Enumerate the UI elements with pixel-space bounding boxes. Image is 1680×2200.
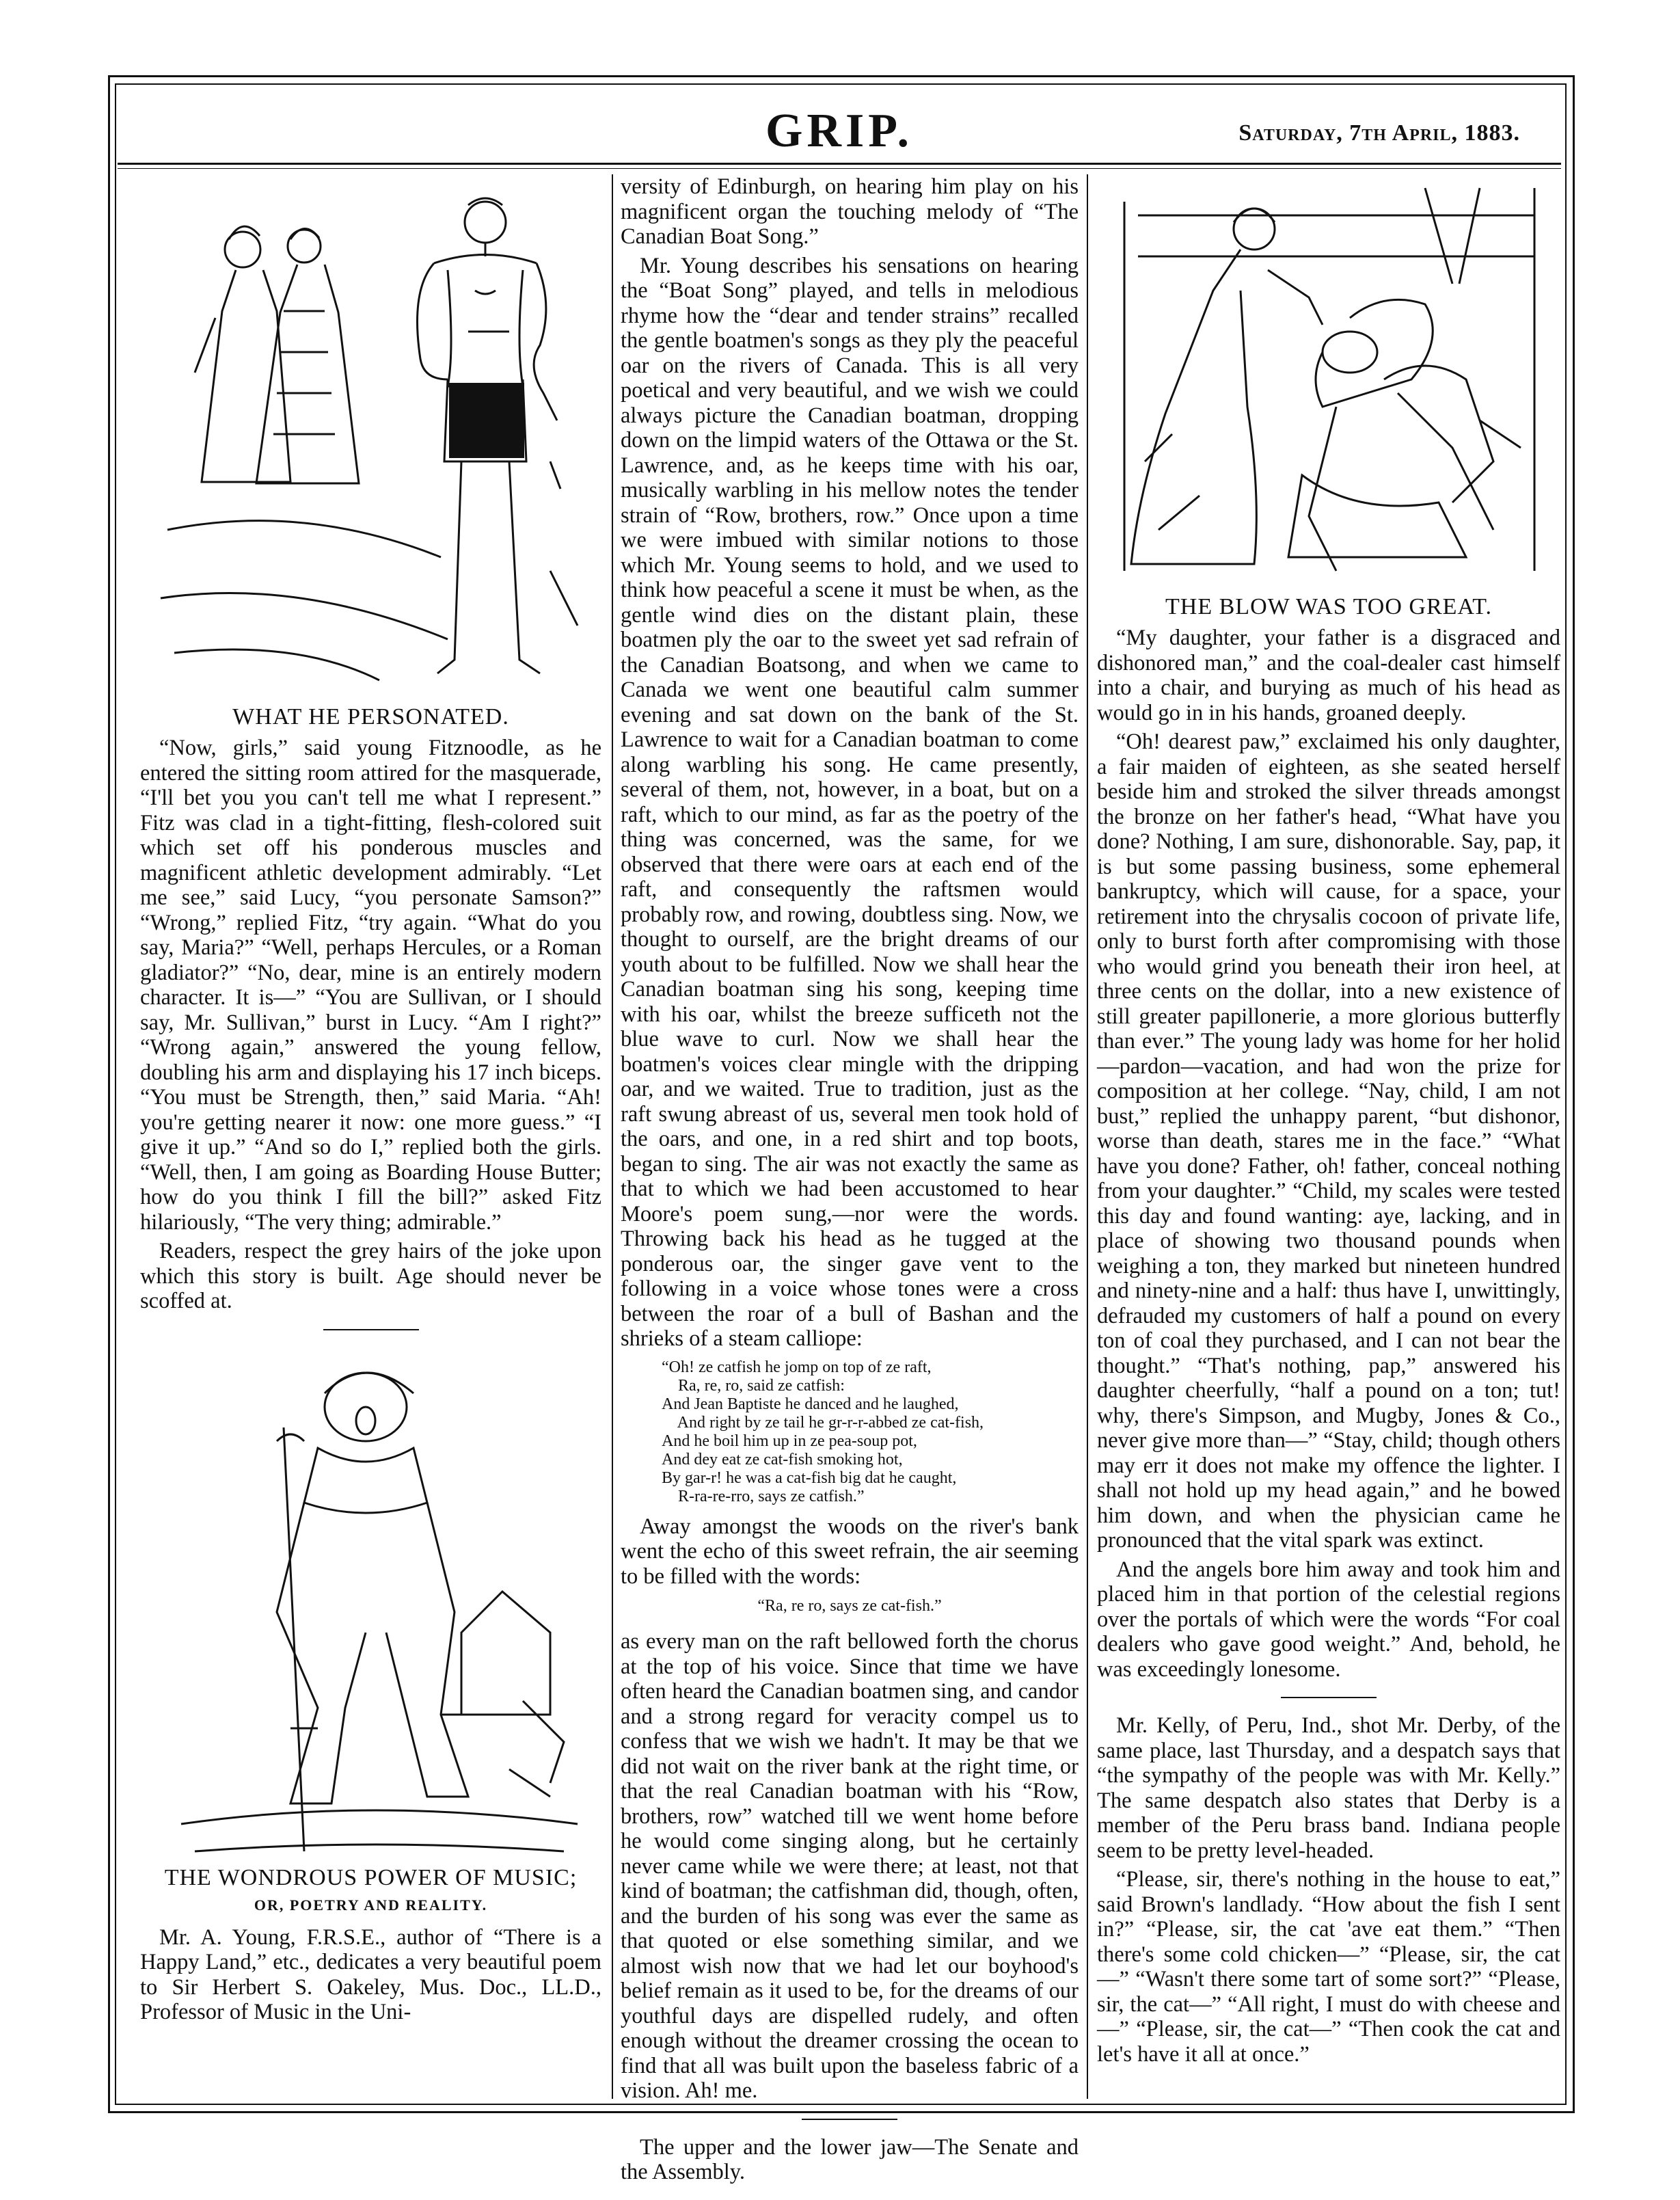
poem-line: By gar-r! he was a cat-fish big dat he caught, [662, 1468, 957, 1487]
poem-line: R-ra-re-rro, says ze catfish.” [662, 1487, 865, 1505]
masthead [118, 103, 1561, 164]
poem-line: “Oh! ze catfish he jomp on top of ze raft, [662, 1358, 932, 1376]
illustration2-caption: THE WONDROUS POWER OF MUSIC; [164, 1864, 578, 1890]
coal-story-paragraph-3: And the angels bore him away and took him and placed him in that portion of the celestial regions over the portals of which were the words “For coal dealers who gave good weight.” And, behold, he was exceedingly lonesome. [1097, 1557, 1560, 1682]
coal-story-paragraph-1: “My daughter, your father is a disgraced and dishonored man,” and the coal-dealer cast himself into a chair, and burying as much of his head as would go in in his hands, groaned deeply. [1097, 626, 1560, 725]
masthead-rule [118, 163, 1561, 165]
illustration-what-he-personated [140, 174, 601, 704]
poem-line: Ra, re, ro, said ze catfish: [662, 1376, 845, 1395]
music-article-paragraph-1: versity of Edinburgh, on hearing him play on his magnificent organ the touching melody of “The Canadian Boat Song.” [621, 174, 1079, 249]
illustration-wondrous-power-of-music [140, 1345, 601, 1865]
column-1 [140, 174, 601, 2029]
column-2 [621, 174, 1079, 2189]
music-article-paragraph-3: Away amongst the woods on the river's bank went the echo of this sweet refrain, the air seeming to be filled with the words: [621, 1514, 1079, 1589]
coal-story-paragraph-2: “Oh! dearest paw,” exclaimed his only daughter, a fair maiden of eighteen, as she seated herself beside him and stroked the silver threads amongst the bronze on her father's head, “What have you done? Nothing, I am sure, dishonorable. Say, pap, it is but some passing business, some ephemeral bankruptcy, which will cause, for a space, your retirement into the chrysalis cocoon of private life, only to burst forth after compromising with those who would grind you beneath their iron heel, at three cents on the dollar, into a new existence of still greater papillonerie, a more glorious butterfly than ever.” The young lady was home for her holid—pardon—vacation, and had won the prize for composition at her college. “Nay, child, I am not bust,” replied the unhappy parent, “but dishonor, worse than death, stares me in the face.” “What have you done? Father, oh! father, conceal nothing from your daughter.” “Child, my scales were tested this day and found wanting: aye, lacking, and in place of showing two thousand pounds when weighing a ton, they marked but nineteen hundred and ninety-nine and a half: thus have I, unwittingly, defrauded my customers of half a pound on every ton of coal they purchased, and I can not bear the thought.” “That's nothing, pap,” answered his daughter cheerfully, “half a pound on a ton; tut! why, there's Simpson, and Mugby, Jones & Co., never give more than—” “Stay, child; though others may err it does not make my offence the lighter. I shall not hold up my head again,” and he bowed him down, and when the physician came he pronounced that the vital spark was extinct. [1097, 729, 1560, 1553]
column-3 [1097, 174, 1560, 2071]
masthead-date: Saturday, 7th April, 1883. [1238, 120, 1520, 146]
column-divider-1 [612, 174, 613, 2099]
poem-line: And Jean Baptiste he danced and he laughed, [662, 1395, 959, 1413]
refrain-line: “Ra, re ro, says ze cat-fish.” [757, 1597, 942, 1615]
music-article-paragraph-4: as every man on the raft bellowed forth the chorus at the top of his voice. Since that time we have often heard the Canadian boatmen sing, and candor and a strong regard for veracity compel us to confess that we wish we hadn't. It may be that we did not wait on the river bank at the right time, or that the real Canadian boatman with his “Row, brothers, row” watched till we went home before he would come singing along, but he certainly never came while we were there; at least, not that kind of boatman; the catfishman did, though, often, and the burden of his song was ever the same as that quoted or else something similar, and we almost wish now that we had let our boyhood's belief remain as it used to be, for the dreams of our youthful days are dispelled rudely, and often enough without the dreamer crossing the ocean to find that all was built upon the baseless fabric of a vision. Ah! me. [621, 1629, 1079, 2103]
music-article-intro: Mr. A. Young, F.R.S.E., author of “There is a Happy Land,” etc., dedicates a very beautiful poem to Sir Herbert S. Oakeley, Mus. Doc., LL.D., Professor of Music in the Uni- [140, 1924, 601, 2024]
column-divider-2 [1087, 174, 1088, 2099]
poem-line: And he boil him up in ze pea-soup pot, [662, 1432, 917, 1450]
story1-paragraph-1: “Now, girls,” said young Fitznoodle, as he entered the sitting room attired for the masquerade, “I'll bet you you can't tell me what I represent.” Fitz was clad in a tight-fitting, flesh-colored suit which set off his ponderous muscles and magnificent athletic development admirably. “Let me see,” said Lucy, “you personate Samson?” “Wrong,” replied Fitz, “try again. “What do you say, Maria?” “Well, perhaps Hercules, or a Roman gladiator?” “No, dear, mine is an entirely modern character. It is—” “You are Sullivan, or I should say, Mr. Sullivan,” burst in Lucy. “Am I right?” “Wrong again,” answered the young fellow, doubling his arm and displaying his 17 inch biceps. “You must be Strength, then,” said Maria. “Ah! you're getting nearer it now: one more guess.” “I give it up.” “And so do I,” replied both the girls. “Well, then, I am going as Boarding House Butter; how do you think I fill the bill?” asked Fitz hilariously, “The very thing; admirable.” [140, 736, 601, 1235]
section-separator [1281, 1697, 1377, 1698]
jaw-joke: The upper and the lower jaw—The Senate and the Assembly. [621, 2134, 1079, 2184]
music-article-paragraph-2: Mr. Young describes his sensations on hearing the “Boat Song” played, and tells in melodious rhyme how the “dear and tender strains” recalled the gentle boatmen's songs as they ply the peaceful oar on the rivers of Canada. This is all very poetical and very beautiful, and we wish we could always picture the Canadian boatman, dropping down on the limpid waters of the Ottawa or the St. Lawrence, and, as he keeps time with his oar, musically warbling in his mellow notes the tender strain of “Row, brothers, row.” Once upon a time we were imbued with similar notions to those which Mr. Young seems to hold, and we used to think how peaceful a scene it must be when, as the gentle wind dies on the distant plain, these boatmen ply the oar to the sweet yet sad refrain of the Canadian Boatsong, and when we came to Canada we went one beautiful calm summer evening and sat down on the bank of the St. Lawrence to wait for a Canadian boatman to come along warbling his song. He came presently, several of them, not, however, in a boat, but on a raft, which to our mind, as far as the poetry of the thing was concerned, was the same, for we observed that there were oars at each end of the raft, and consequently the raftsmen would probably row, and rowing, doubtless sing. Now, we thought to ourself, are the bright dreams of our youth about to be fulfilled. Now we shall hear the Canadian boatman sing his song, keeping time with his oar, whilst the breeze sufficeth not the blue wave to curl. Now we shall hear the boatmen's voices clear mingle with the dripping oar, and we waited. True to tradition, just as the raft swung abreast of us, several men took hold of the oars, and one, in a red shirt and top boots, began to sing. The air was not exactly the same as that to which we had been accustomed to hear Moore's poem sung,—nor were the words. Throwing back his head as he tugged at the ponderous oar, the singer gave vent to the following in a voice whose tones were a cross between the roar of a bull of Bashan and the shrieks of a steam calliope: [621, 253, 1079, 1351]
illustration3-caption: THE BLOW WAS TOO GREAT. [1165, 594, 1492, 619]
illustration1-caption: WHAT HE PERSONATED. [232, 704, 509, 729]
landlady-paragraph: “Please, sir, there's nothing in the house to eat,” said Brown's landlady. “How about the fish I sent in?” “Please, sir, the cat 'ave eat them.” “Then there's some cold chicken—” “Please, sir, the cat—” “Wasn't there some tart of some sort?” “Please, sir, the cat—” “All right, I must do with cheese and—” “Please, sir, the cat—” “Then cook the cat and let's have it all at once.” [1097, 1867, 1560, 2067]
poem-line: And right by ze tail he gr-r-r-abbed ze cat-fish, [662, 1413, 984, 1432]
masthead-rule-thin [118, 168, 1561, 169]
poem-line: And dey eat ze cat-fish smoking hot, [662, 1450, 903, 1468]
illustration-the-blow-was-too-great [1097, 174, 1560, 585]
catfish-poem [662, 1358, 1079, 1506]
kelly-paragraph: Mr. Kelly, of Peru, Ind., shot Mr. Derby, of the same place, last Thursday, and a despatch says that “the sympathy of the people was with Mr. Kelly.” The same despatch also states that Derby is a member of the Peru brass band. Indiana people seem to be pretty level-headed. [1097, 1713, 1560, 1863]
section-separator [802, 2119, 897, 2120]
story1-paragraph-2: Readers, respect the grey hairs of the joke upon which this story is built. Age should never be scoffed at. [140, 1239, 601, 1313]
masthead-title: GRIP. [765, 105, 914, 157]
illustration2-subcaption: OR, POETRY AND REALITY. [254, 1896, 488, 1914]
section-separator [323, 1329, 419, 1330]
